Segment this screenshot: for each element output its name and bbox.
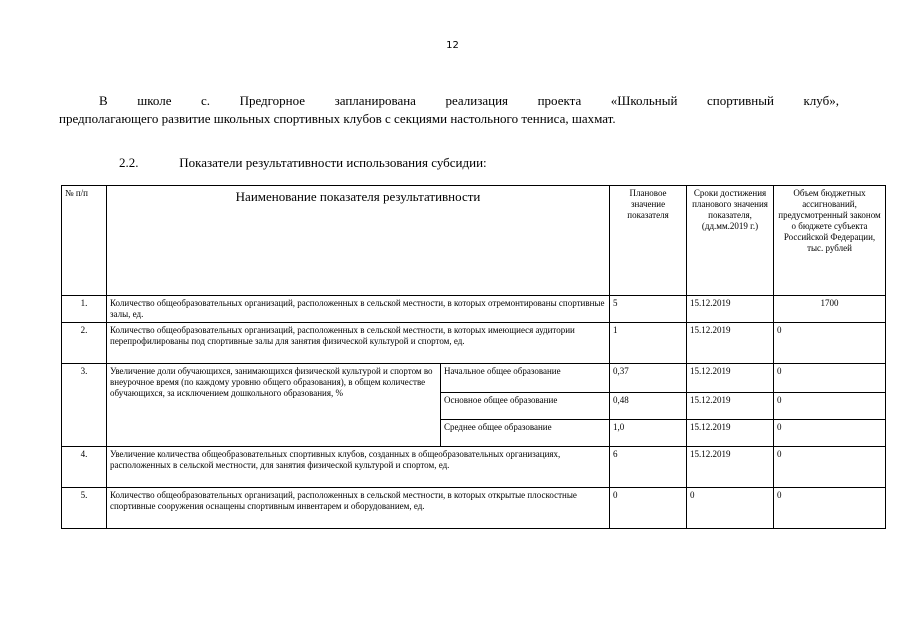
header-budget: Объем бюджетных ассигнований, предусмотренный законом о бюджете субъекта Российской Федерации, тыс. рублей	[774, 186, 886, 296]
row-name: Количество общеобразовательных организаций, расположенных в сельской местности, в которых отремонтированы спортивные залы, ед.	[107, 296, 610, 323]
header-plan: Плановое значение показателя	[610, 186, 687, 296]
intro-paragraph	[59, 92, 839, 128]
row-plan: 1,0	[610, 420, 687, 447]
header-number: № п/п	[62, 186, 107, 296]
row-plan: 0	[610, 488, 687, 529]
row-level: Основное общее образование	[441, 393, 610, 420]
row-budget: 0	[774, 323, 886, 364]
table-row	[62, 488, 886, 529]
row-name: Количество общеобразовательных организаций, расположенных в сельской местности, в которых открытые плоскостные спортивные сооружения оснащены спортивным инвентарем и оборудованием, ед.	[107, 488, 610, 529]
row-budget: 0	[774, 364, 886, 393]
section-title: Показатели результативности использования субсидии:	[179, 155, 487, 170]
row-plan: 5	[610, 296, 687, 323]
row-number: 2.	[62, 323, 107, 364]
header-deadline: Сроки достижения планового значения показателя, (дд.мм.2019 г.)	[687, 186, 774, 296]
row-budget: 0	[774, 447, 886, 488]
table-row	[62, 296, 886, 323]
row-budget: 1700	[774, 296, 886, 323]
table-row	[62, 323, 886, 364]
row-deadline: 15.12.2019	[687, 323, 774, 364]
section-heading	[119, 155, 487, 171]
header-name: Наименование показателя результативности	[107, 186, 610, 296]
section-number: 2.2.	[119, 155, 139, 170]
row-number: 5.	[62, 488, 107, 529]
intro-line-2: предполагающего развитие школьных спортивных клубов с секциями настольного тенниса, шахмат.	[59, 111, 616, 126]
table-row	[62, 447, 886, 488]
row-plan: 0,37	[610, 364, 687, 393]
row-budget: 0	[774, 488, 886, 529]
row-deadline: 0	[687, 488, 774, 529]
table-row	[62, 364, 886, 393]
row-plan: 1	[610, 323, 687, 364]
table-header-row	[62, 186, 886, 296]
row-number: 4.	[62, 447, 107, 488]
row-plan: 6	[610, 447, 687, 488]
row-name: Количество общеобразовательных организаций, расположенных в сельской местности, в которых имеющиеся аудитории перепрофилированы под спортивные залы для занятия физической культурой и спортом, ед.	[107, 323, 610, 364]
row-level: Среднее общее образование	[441, 420, 610, 447]
row-budget: 0	[774, 393, 886, 420]
row-name: Увеличение доли обучающихся, занимающихся физической культурой и спортом во внеурочное время (по каждому уровню общего образования), в общем количестве обучающихся, за исключением дошкольного образования, %	[107, 364, 441, 447]
row-deadline: 15.12.2019	[687, 364, 774, 393]
row-budget: 0	[774, 420, 886, 447]
row-name: Увеличение количества общеобразовательных спортивных клубов, созданных в общеобразовательных организациях, расположенных в сельской местности, для занятия физической культурой и спортом, ед.	[107, 447, 610, 488]
row-deadline: 15.12.2019	[687, 420, 774, 447]
row-level: Начальное общее образование	[441, 364, 610, 393]
row-deadline: 15.12.2019	[687, 296, 774, 323]
row-plan: 0,48	[610, 393, 687, 420]
row-number: 1.	[62, 296, 107, 323]
intro-line-1: В школе с. Предгорное запланирована реализация проекта «Школьный спортивный клуб»,	[99, 93, 839, 108]
indicators-table	[61, 185, 886, 529]
row-deadline: 15.12.2019	[687, 447, 774, 488]
row-deadline: 15.12.2019	[687, 393, 774, 420]
row-number: 3.	[62, 364, 107, 447]
page-number: 12	[446, 40, 459, 51]
